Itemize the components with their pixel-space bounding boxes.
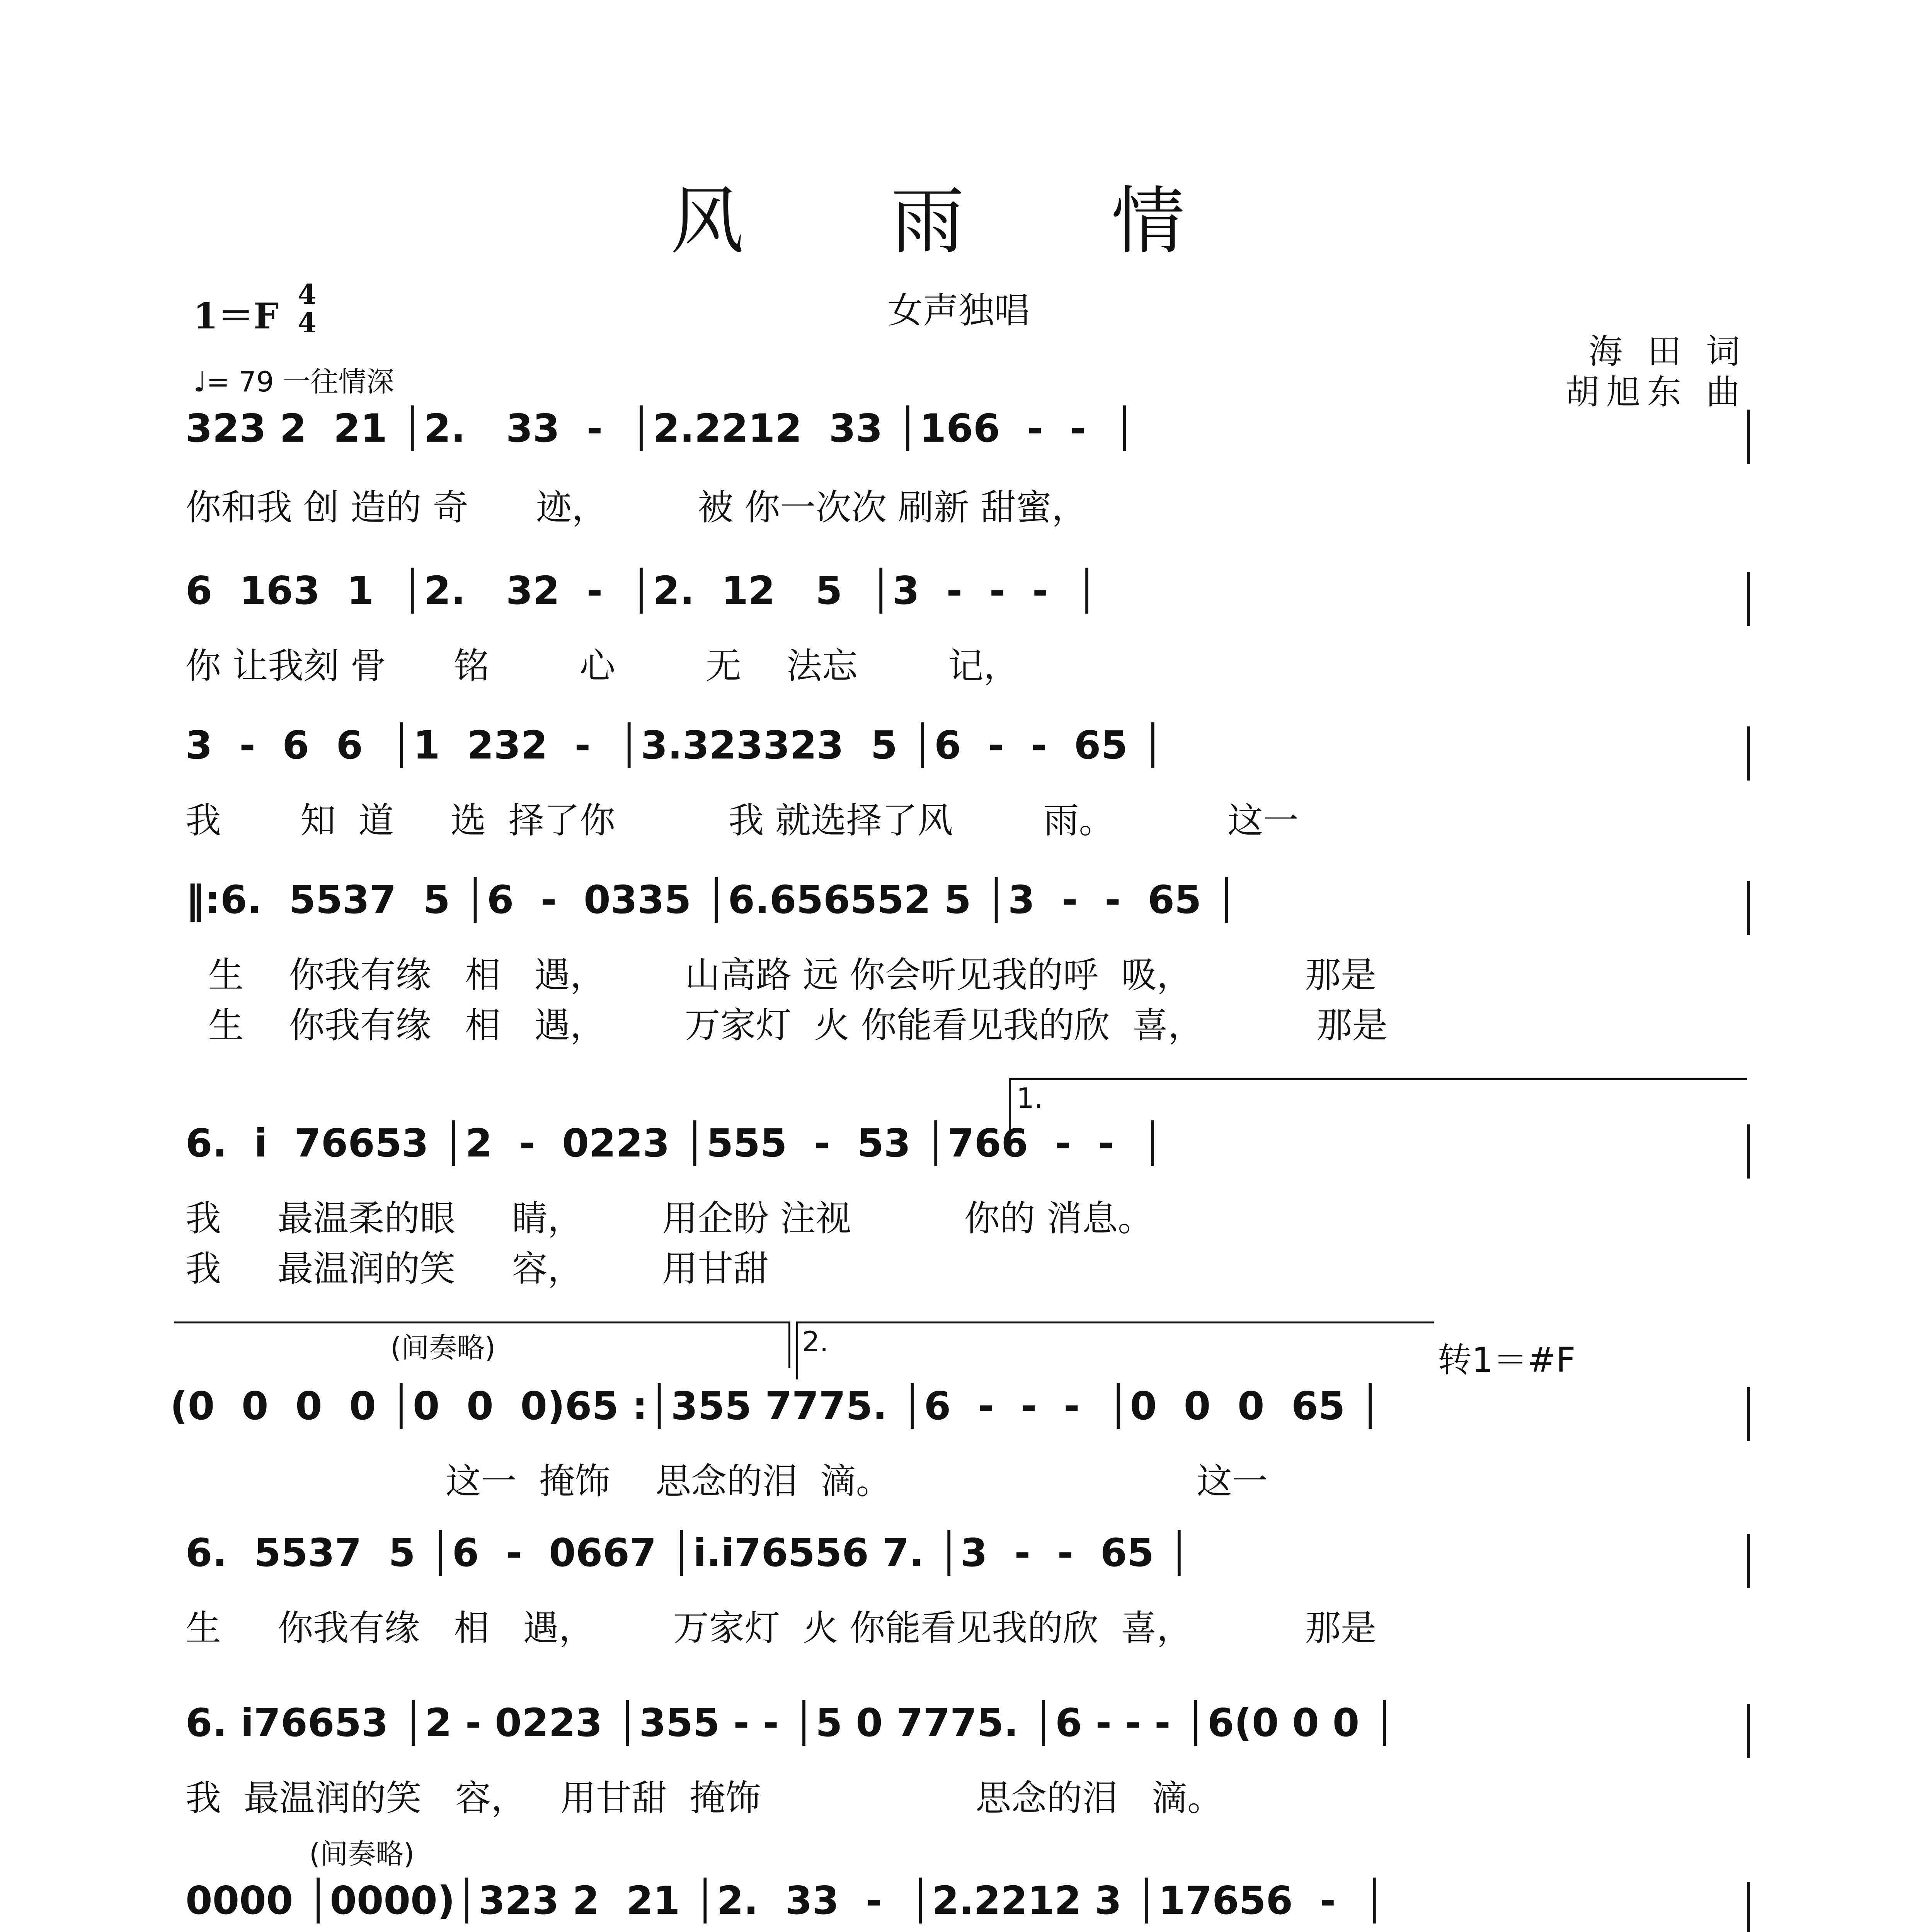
tempo-marking: ♩= 79 一往情深 xyxy=(193,366,394,398)
system-3-notes: 3 - 6 6 │1 232 - │3.323323 5 │6 - - 65 │ xyxy=(186,723,1165,768)
system-1-notes: 323 2 21 │2. 33 - │2.2212 33 │166 - - │ xyxy=(186,406,1136,451)
system-9-notes: 0000 │0000)│323 2 21 │2. 33 - │2.2212 3 │17656 - │ xyxy=(186,1878,1386,1923)
system-2-lyrics: 你 让我刻 骨 铭 心 无 法忘 记， xyxy=(186,645,1019,687)
composer-credit: 胡旭东 曲 xyxy=(1565,372,1747,412)
volta-2-bracket-left xyxy=(796,1321,798,1379)
system-7-lyrics: 生 你我有缘 相 遇， 万家灯 火 你能看见我的欣 喜， 那是 xyxy=(186,1607,1377,1649)
modulation-mark: 转1＝#F xyxy=(1438,1340,1576,1380)
time-signature-top: 4 xyxy=(298,278,317,310)
volta-1-continuation xyxy=(174,1321,788,1323)
interlude-note-1: (间奏略) xyxy=(390,1332,496,1364)
system-end-barline xyxy=(1747,572,1750,626)
volta-2-bracket xyxy=(796,1321,1434,1323)
volta-2-label: 2. xyxy=(802,1325,829,1358)
system-6-notes: (0 0 0 0 │0 0 0)65 :│355 7775. │6 - - - │0 0 0 65 │ xyxy=(170,1383,1382,1429)
system-end-barline xyxy=(1747,881,1750,935)
system-end-barline xyxy=(1747,1882,1750,1932)
system-end-barline xyxy=(1747,1704,1750,1758)
system-4-notes: ‖:6. 5537 5 │6 - 0335 │6.656552 5 │3 - - 65 │ xyxy=(186,877,1238,922)
system-6-lyrics: 这一 掩饰 思念的泪 滴。 这一 xyxy=(186,1461,1268,1502)
song-title: 风 雨 情 xyxy=(670,179,1247,264)
system-8-lyrics: 我 最温润的笑 容， 用甘甜 掩饰 思念的泪 滴。 xyxy=(186,1777,1223,1819)
system-5-lyrics-verse-1: 我 最温柔的眼 睛， 用企盼 注视 你的 消息。 xyxy=(186,1198,1154,1239)
system-2-notes: 6 163 1 │2. 32 - │2. 12 5 │3 - - - │ xyxy=(186,568,1099,613)
interlude-note-2: (间奏略) xyxy=(309,1838,415,1870)
system-3-lyrics: 我 知 道 选 择了你 我 就选择了风 雨。 这一 xyxy=(186,800,1299,841)
system-5-lyrics-verse-2: 我 最温润的笑 容， 用甘甜 xyxy=(186,1248,769,1289)
system-5-notes: 6. i 76653 │2 - 0223 │555 - 53 │766 - - │ xyxy=(186,1121,1165,1166)
time-signature xyxy=(298,280,317,337)
system-4-lyrics-verse-2: 生 你我有缘 相 遇， 万家灯 火 你能看见我的欣 喜， 那是 xyxy=(186,1005,1388,1046)
volta-1-label: 1. xyxy=(1016,1082,1043,1114)
lyricist-credit: 海 田 词 xyxy=(1588,332,1747,371)
system-end-barline xyxy=(1747,726,1750,781)
key-signature: 1＝F xyxy=(193,295,279,337)
volta-1-end xyxy=(788,1321,790,1368)
system-end-barline xyxy=(1747,1124,1750,1179)
volta-1-bracket xyxy=(1009,1078,1747,1080)
system-8-notes: 6. i76653 │2 - 0223 │355 - - │5 0 7775. │6 - - - │6(0 0 0 │ xyxy=(186,1700,1396,1745)
system-end-barline xyxy=(1747,410,1750,464)
system-end-barline xyxy=(1747,1534,1750,1588)
song-subtitle: 女声独唱 xyxy=(887,290,1030,331)
system-4-lyrics-verse-1: 生 你我有缘 相 遇， 山高路 远 你会听见我的呼 吸， 那是 xyxy=(186,954,1377,996)
system-7-notes: 6. 5537 5 │6 - 0667 │i.i76556 7. │3 - - 65 │ xyxy=(186,1530,1191,1575)
time-signature-bottom: 4 xyxy=(298,307,317,339)
system-end-barline xyxy=(1747,1387,1750,1441)
system-1-lyrics: 你和我 创 造的 奇 迹， 被 你一次次 刷新 甜蜜， xyxy=(186,487,1087,528)
